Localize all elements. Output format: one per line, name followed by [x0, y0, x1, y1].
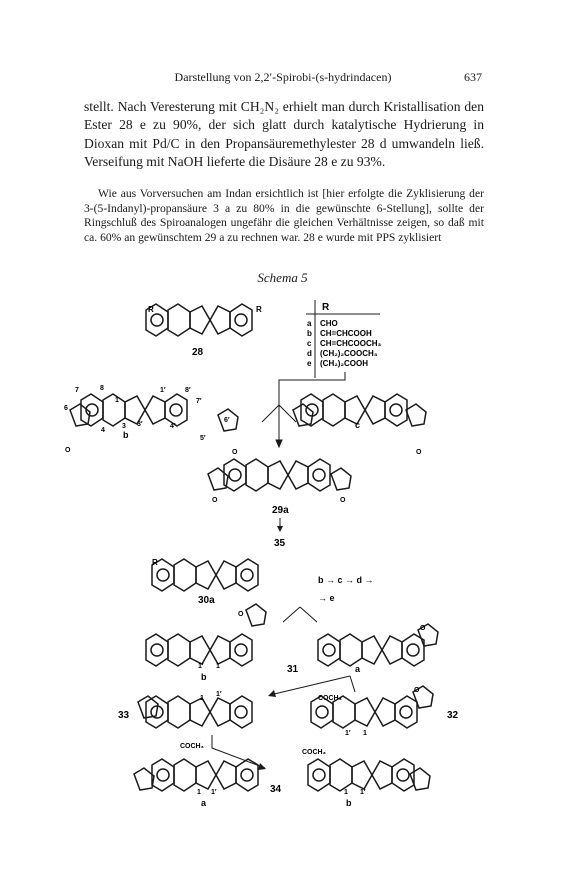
- r-label-right: R: [256, 305, 262, 314]
- locant: 4′: [170, 423, 176, 430]
- oxygen-label: O: [212, 497, 218, 504]
- isomer-label-c: c: [355, 420, 361, 430]
- locant: 1′: [160, 387, 166, 394]
- compound-32-label: 32: [447, 710, 459, 721]
- locant: 4: [101, 427, 105, 434]
- locant: 1: [197, 789, 201, 796]
- locant: 1′: [211, 789, 217, 796]
- compound-30a-label: 30a: [198, 595, 215, 606]
- structure-30a: [152, 558, 374, 622]
- acetyl-label: COCH₃: [318, 695, 342, 702]
- structure-34: [134, 735, 430, 808]
- structure-33: [118, 691, 252, 728]
- sequence-b-c-d: b → c → d →: [318, 575, 374, 585]
- oxygen-label: O: [414, 687, 420, 694]
- isomer-label-b: b: [346, 798, 352, 808]
- oxygen-label: O: [65, 447, 71, 454]
- compound-34-label: 34: [270, 784, 282, 795]
- locant: 6′: [224, 417, 230, 424]
- page-number: 637: [464, 70, 482, 84]
- structure-c: [293, 394, 426, 456]
- compound-29a-label: 29a: [272, 505, 289, 516]
- locant: 5′: [200, 435, 206, 442]
- locant: 3: [122, 423, 126, 430]
- table-value: (CH₂)₂COOH: [320, 359, 368, 368]
- table-key: e: [307, 359, 312, 368]
- compound-35-label: 35: [274, 538, 286, 549]
- locant: 1′: [216, 691, 222, 698]
- isomer-label-b: b: [201, 672, 207, 682]
- locant: 8: [100, 385, 104, 392]
- branch-arrows: [262, 372, 345, 447]
- oxygen-label: O: [420, 625, 426, 632]
- locant: 6: [64, 405, 68, 412]
- body-paragraph-2: Wie aus Vorversuchen am Indan ersichtlich ist [hier erfolgte die Zyklisierung der 3-(5-Indanyl)-propansäure 3 a zu 80% in die gewünschte 6-Stellung], sollte der Ringschluß des Spiroanalogen ungefähr die gleichen Verhältnisse zeigen, so daß mit ca. 60% an gewünschtem 29 a zu rechnen war. 28 e wurde mit PPS zyklisiert: [84, 187, 484, 244]
- locant: 1: [344, 789, 348, 796]
- acetyl-label: COCH₃: [180, 743, 204, 750]
- locant: 1′: [345, 730, 351, 737]
- compound-28-label: 28: [192, 347, 204, 358]
- table-key: a: [307, 319, 312, 328]
- structure-29a: [208, 459, 351, 549]
- schema-title: Schema 5: [257, 270, 308, 285]
- structure-b: [64, 385, 238, 456]
- locant: 1′: [198, 663, 204, 670]
- locant: 1: [216, 663, 220, 670]
- locant: 1: [363, 730, 367, 737]
- isomer-label-b: b: [123, 430, 129, 440]
- substituent-table: [306, 300, 382, 378]
- isomer-label-a: a: [201, 798, 207, 808]
- structure-31: [146, 604, 438, 682]
- sequence-e: → e: [318, 593, 335, 603]
- oxygen-label: O: [238, 611, 244, 618]
- locant: 1: [200, 695, 204, 702]
- oxygen-label: O: [232, 449, 238, 456]
- body-paragraph-1: stellt. Nach Veresterung mit CH₂N₂ erhielt man durch Kristallisation den Ester 28 e zu 90%, der sich glatt durch katalytische Hydrierung in Dioxan mit Pd/C in den Propansäuremethylester 28 d umwandeln ließ. Verseifung mit NaOH lieferte die Disäure 28 e zu 93%.: [84, 99, 484, 170]
- oxygen-label: O: [416, 449, 422, 456]
- header-title: Darstellung von 2,2′-Spirobi-(s-hydrindacen): [174, 70, 392, 84]
- locant: 7: [75, 387, 79, 394]
- table-value: CHO: [320, 319, 338, 328]
- table-key: b: [307, 329, 312, 338]
- locant: 8′: [185, 387, 191, 394]
- table-key: d: [307, 349, 312, 358]
- locant: 1′: [360, 789, 366, 796]
- table-value: CH=CHCOOCH₃: [320, 339, 382, 348]
- table-key: c: [307, 339, 312, 348]
- r-label: R: [152, 558, 158, 567]
- locant: 3′: [137, 421, 143, 428]
- isomer-label-a: a: [355, 664, 361, 674]
- structure-32: [268, 676, 459, 737]
- table-header: R: [322, 302, 330, 313]
- table-value: CH=CHCOOH: [320, 329, 372, 338]
- oxygen-label: O: [340, 497, 346, 504]
- table-value: (CH₂)₂COOCH₃: [320, 349, 378, 358]
- compound-31-label: 31: [287, 664, 299, 675]
- structure-28: [146, 304, 262, 358]
- compound-33-label: 33: [118, 710, 130, 721]
- locant: 7′: [196, 398, 202, 405]
- r-label-left: R: [148, 305, 154, 314]
- acetyl-label: COCH₃: [302, 749, 326, 756]
- locant: 1: [115, 397, 119, 404]
